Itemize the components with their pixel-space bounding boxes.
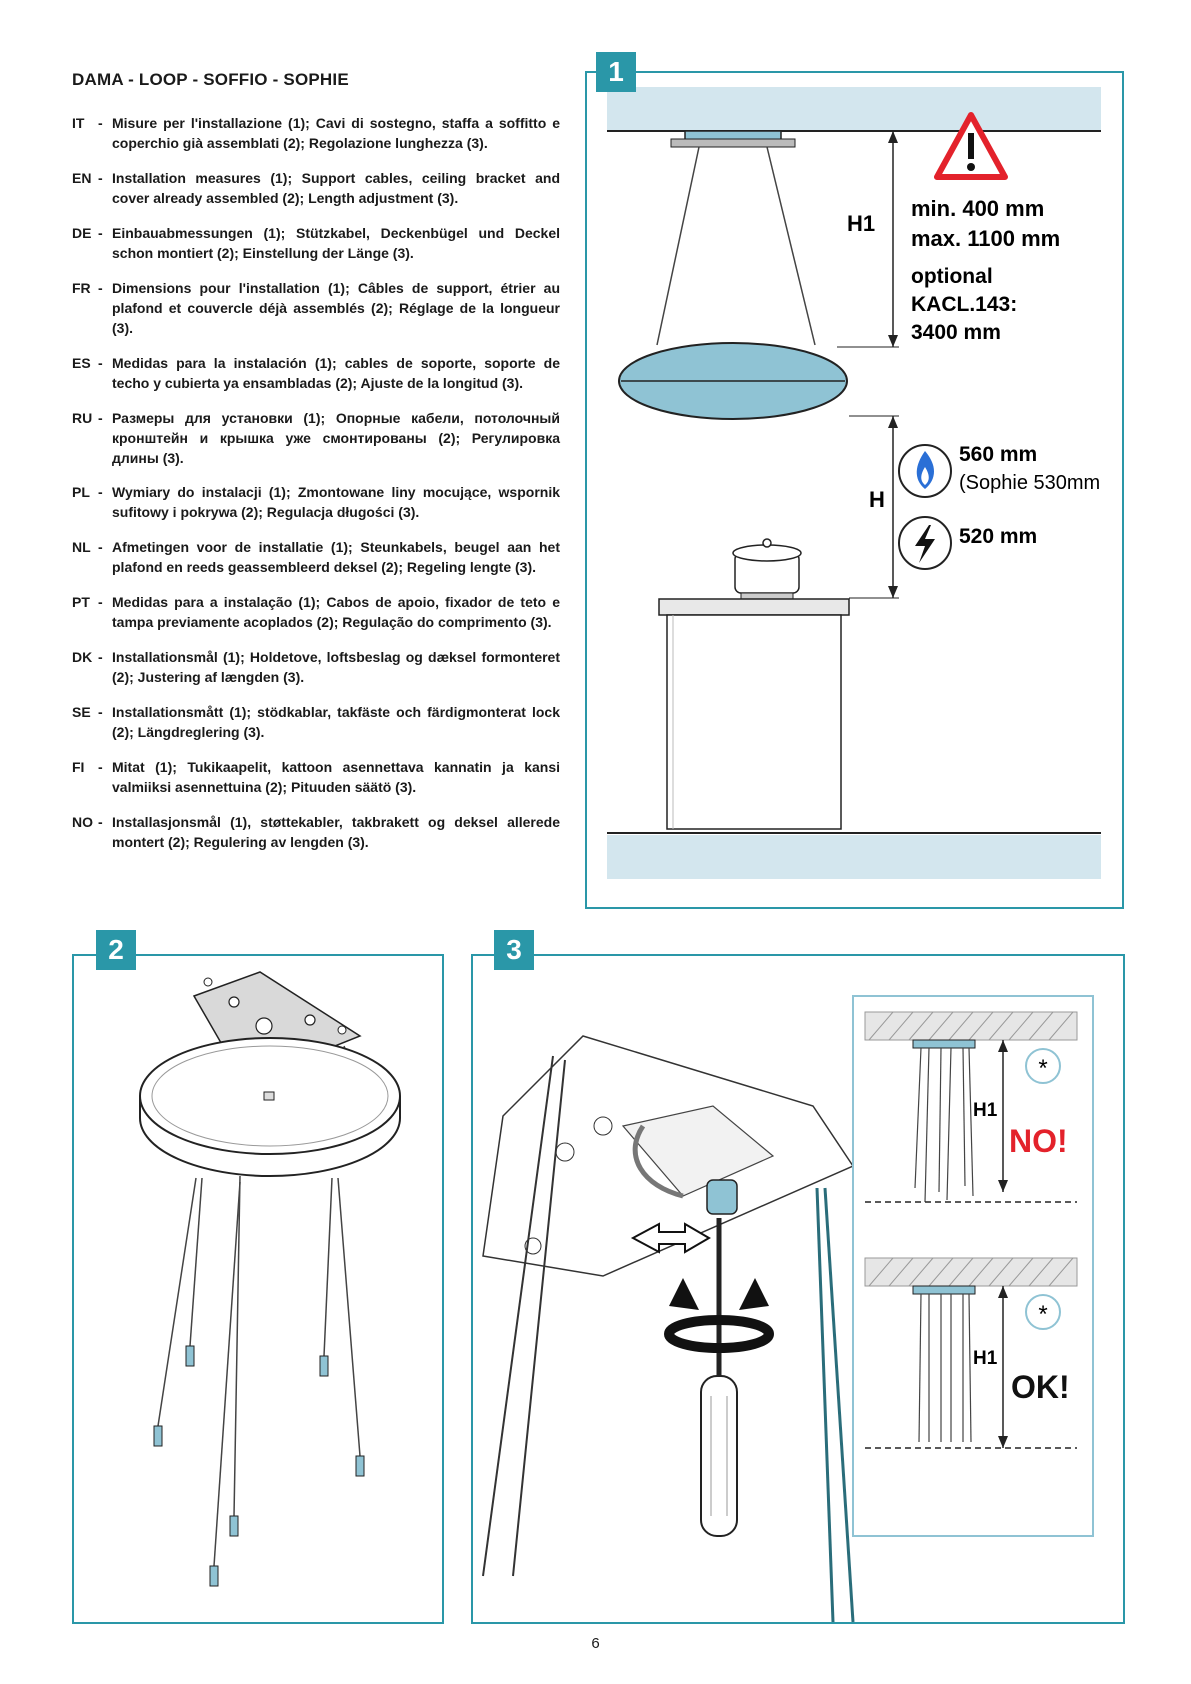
- panel-2-preassembled-parts: [72, 954, 444, 1624]
- language-text: Installation measures (1); Support cables, ceiling bracket and cover already assembled (2); Length adjustment (3).: [112, 170, 560, 206]
- cooking-pot: [733, 539, 801, 599]
- language-text: Installationsmått (1); stödkablar, takfäste och färdigmonterat lock (2); Längdreglering (3).: [112, 704, 560, 740]
- language-entry-dk: [72, 647, 560, 687]
- separator-dash: -: [98, 115, 103, 131]
- language-entry-no: [72, 812, 560, 852]
- document-title: DAMA - LOOP - SOFFIO - SOPHIE: [72, 70, 349, 89]
- language-code: ES: [72, 355, 91, 371]
- language-text: Medidas para a instalação (1); Cabos de apoio, fixador de teto e tampa previamente acoplados (2); Regulação do comprimento (3).: [112, 594, 560, 630]
- language-code: FR: [72, 280, 91, 296]
- panel-1-installation-measures: [585, 71, 1124, 909]
- separator-dash: -: [98, 594, 103, 610]
- language-text: Einbauabmessungen (1); Stützkabel, Deckenbügel und Deckel schon montiert (2); Einstellung der Länge (3).: [112, 225, 560, 261]
- ceiling-hatched: [865, 1258, 1077, 1286]
- panel-2-number: 2: [96, 930, 136, 970]
- support-cable: [657, 147, 699, 345]
- floor: [607, 835, 1101, 879]
- language-entry-en: [72, 168, 560, 208]
- ceiling-hatched: [865, 1012, 1077, 1040]
- language-code: EN: [72, 170, 92, 186]
- ok-label: OK!: [1011, 1369, 1070, 1405]
- separator-dash: -: [98, 759, 103, 775]
- h1-label: H1: [846, 211, 876, 236]
- language-code: NL: [72, 539, 91, 555]
- separator-dash: -: [98, 484, 103, 500]
- ceiling-bracket-assembly-drawing: [74, 956, 442, 1622]
- language-text: Medidas para la instalación (1); cables de soporte, soporte de techo y cubierta ya ensambladas (2); Ajuste de la longitud (3).: [112, 355, 560, 391]
- language-code: IT: [72, 115, 85, 131]
- optional-label: optional: [911, 265, 993, 288]
- separator-dash: -: [98, 170, 103, 186]
- separator-dash: -: [98, 225, 103, 241]
- gas-flame-icon: [899, 445, 951, 497]
- cooktop: [659, 599, 849, 615]
- language-text: Размеры для установки (1); Опорные кабели, потолочный кронштейн и крышка уже смонтированы (2); Регулировка длины (3).: [112, 410, 560, 466]
- support-cable: [767, 147, 815, 345]
- electric-distance: 520 mm: [959, 525, 1038, 548]
- gas-sophie-note: (Sophie 530mm: [959, 472, 1101, 494]
- language-text: Afmetingen voor de installatie (1); Steunkabels, beugel aan het plafond en reeds geassembleerd deksel (2); Regeling lengte (3).: [112, 539, 560, 575]
- language-entry-se: [72, 702, 560, 742]
- language-entry-pt: [72, 592, 560, 632]
- language-list: [72, 113, 560, 867]
- ceiling: [607, 87, 1101, 131]
- separator-dash: -: [98, 410, 103, 426]
- separator-dash: -: [98, 539, 103, 555]
- gas-distance: 560 mm: [959, 443, 1038, 466]
- language-code: DE: [72, 225, 92, 241]
- language-entry-ru: [72, 408, 560, 468]
- optional-kit-code: KACL.143:: [911, 293, 1018, 316]
- asterisk-no: *: [1038, 1055, 1048, 1082]
- language-entry-it: [72, 113, 560, 153]
- panel-3-number: 3: [494, 930, 534, 970]
- language-entry-fi: [72, 757, 560, 797]
- optional-length: 3400 mm: [911, 321, 1001, 344]
- screwdriver: [701, 1218, 737, 1536]
- language-text: Installationsmål (1); Holdetove, loftsbeslag og dæksel formonteret (2); Justering af længden (3).: [112, 649, 560, 685]
- max-height: max. 1100 mm: [911, 226, 1061, 251]
- language-entry-pl: [72, 482, 560, 522]
- no-label: NO!: [1009, 1123, 1068, 1159]
- separator-dash: -: [98, 649, 103, 665]
- language-entry-es: [72, 353, 560, 393]
- page-number: 6: [591, 1635, 600, 1652]
- length-adjustment-drawing: [473, 956, 1123, 1622]
- separator-dash: -: [98, 355, 103, 371]
- language-text: Misure per l'installazione (1); Cavi di sostegno, staffa a soffitto e coperchio già assemblati (2); Regolazione lunghezza (3).: [112, 115, 560, 151]
- language-entry-de: [72, 223, 560, 263]
- language-code: PL: [72, 484, 90, 500]
- electric-lightning-icon: [899, 517, 951, 569]
- language-text: Installasjonsmål (1), støttekabler, takbrakett og deksel allerede montert (2); Regulering av lengden (3).: [112, 814, 560, 850]
- separator-dash: -: [98, 814, 103, 830]
- language-code: FI: [72, 759, 85, 775]
- language-entry-fr: [72, 278, 560, 338]
- separator-dash: -: [98, 704, 103, 720]
- h-label: H: [869, 487, 885, 512]
- support-cables: [158, 1176, 360, 1566]
- language-text: Dimensions pour l'installation (1); Câbles de support, étrier au plafond et couvercle déjà assemblés (2); Réglage de la longueur (3).: [112, 280, 560, 336]
- language-code: DK: [72, 649, 93, 665]
- cable-clamp: [707, 1180, 737, 1214]
- language-code: RU: [72, 410, 93, 426]
- panel-1-number: 1: [596, 52, 636, 92]
- min-height: min. 400 mm: [911, 196, 1045, 221]
- language-text: Mitat (1); Tukikaapelit, kattoon asennettava kannatin ja kansi valmiiksi asennettuina (2); Pituuden säätö (3).: [112, 759, 560, 795]
- h1-label-ok: H1: [973, 1348, 998, 1369]
- language-text: Wymiary do instalacji (1); Zmontowane liny mocujące, wspornik sufitowy i pokrywa (2); Regulacja długości (3).: [112, 484, 560, 520]
- kitchen-cabinet: [667, 615, 841, 829]
- h1-label-no: H1: [973, 1100, 998, 1121]
- cable-terminals: [154, 1346, 364, 1586]
- language-entry-nl: [72, 537, 560, 577]
- panel-3-length-adjustment: [471, 954, 1125, 1624]
- separator-dash: -: [98, 280, 103, 296]
- language-code: PT: [72, 594, 90, 610]
- language-code: SE: [72, 704, 91, 720]
- installation-drawing: [587, 73, 1122, 907]
- asterisk-ok: *: [1038, 1301, 1048, 1328]
- language-code: NO: [72, 814, 93, 830]
